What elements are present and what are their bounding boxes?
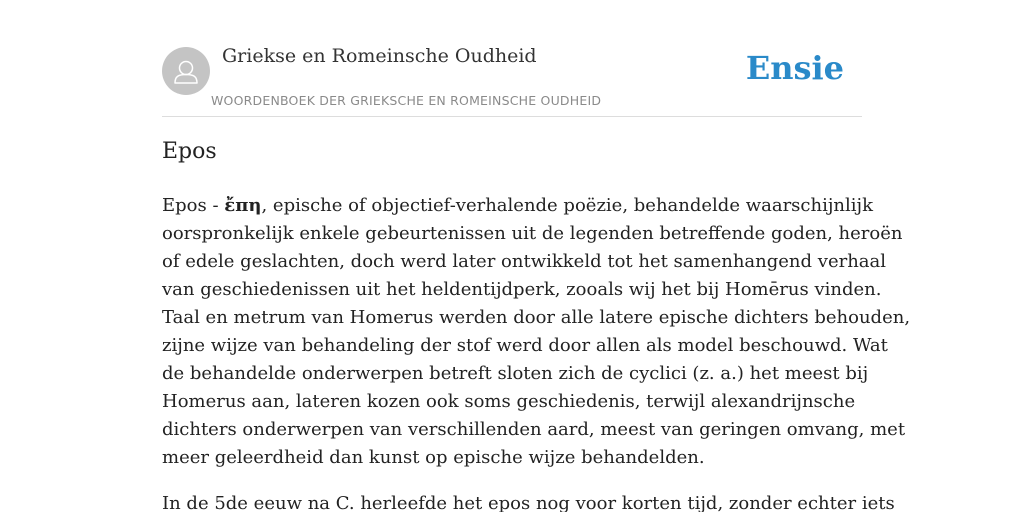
source-title[interactable]: Griekse en Romeinsche Oudheid	[222, 45, 537, 67]
text-line: dichters onderwerpen van verschillenden aard, meest van geringen omvang, met	[162, 419, 906, 440]
text-line: Homerus aan, lateren kozen ook soms geschiedenis, terwijl alexandrijnsche	[162, 391, 856, 412]
text-line: zijne wijze van behandeling der stof werd door allen als model beschouwd. Wat	[162, 335, 888, 356]
text-line: de behandelde onderwerpen betreft sloten zich de cyclici (z. a.) het meest bij	[162, 363, 869, 384]
avatar[interactable]	[162, 47, 210, 95]
ensie-logo[interactable]: Ensie	[745, 49, 844, 87]
text-line: In de 5de eeuw na C. herleefde het epos nog voor korten tijd, zonder echter iets	[162, 493, 895, 512]
text-line: oorspronkelijk enkele gebeurtenissen uit de legenden betreffende goden, heroën	[162, 223, 903, 244]
text-segment: , epische of objectief-verhalende poëzie, behandelde waarschijnlijk	[261, 195, 874, 216]
entry-paragraph-2	[162, 490, 895, 512]
text-line: Taal en metrum van Homerus werden door alle latere epische dichters behouden,	[162, 307, 911, 328]
source-header	[162, 0, 862, 117]
text-line	[162, 192, 874, 220]
entry-title: Epos	[162, 139, 217, 164]
text-line: van geschiedenissen uit het heldentijdperk, zooals wij het bij Homērus vinden.	[162, 279, 882, 300]
user-icon	[162, 47, 210, 95]
entry-paragraph-1	[162, 192, 911, 472]
source-subtitle: WOORDENBOEK DER GRIEKSCHE EN ROMEINSCHE OUDHEID	[211, 93, 602, 108]
text-line: of edele geslachten, doch werd later ontwikkeld tot het samenhangend verhaal	[162, 251, 887, 272]
entry-lead: Epos -	[162, 195, 225, 216]
greek-term: ἔπη	[224, 195, 262, 216]
text-line: meer geleerdheid dan kunst op epische wijze behandelden.	[162, 447, 705, 468]
entry-body	[162, 192, 911, 512]
